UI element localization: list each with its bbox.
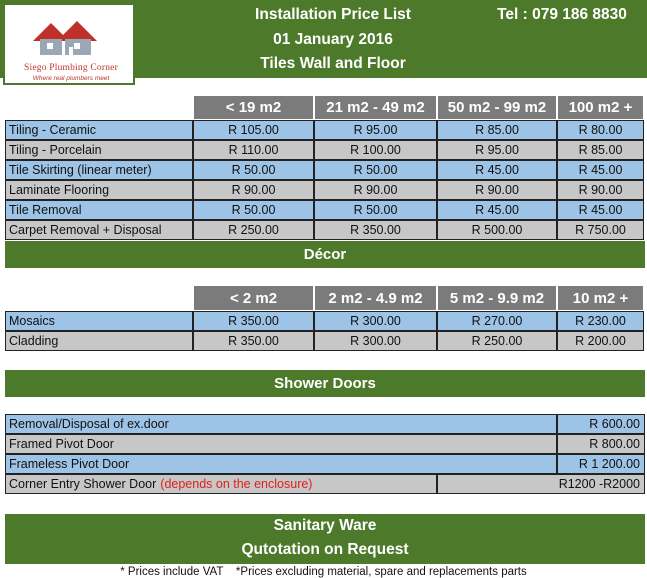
decor-band: [5, 241, 645, 268]
sanitary-band: [5, 514, 645, 564]
page-subtitle: Tiles Wall and Floor: [260, 55, 406, 72]
row-label: Carpet Removal + Disposal: [5, 220, 193, 240]
column-header: 10 m2 +: [557, 285, 644, 311]
price-cell: R 105.00: [193, 120, 314, 140]
row-label: Framed Pivot Door: [5, 434, 557, 454]
column-header: < 19 m2: [193, 95, 314, 120]
row-label: Laminate Flooring: [5, 180, 193, 200]
row-label: Cladding: [5, 331, 193, 351]
sanitary-title: Sanitary Ware: [273, 517, 377, 534]
price-cell: R 45.00: [437, 160, 557, 180]
column-header: 50 m2 - 99 m2: [437, 95, 557, 120]
row-label: Frameless Pivot Door: [5, 454, 557, 474]
price-cell: R 80.00: [557, 120, 644, 140]
price-cell: R 50.00: [193, 160, 314, 180]
footer-note: * Prices include VAT *Prices excluding material, spare and replacements parts: [120, 566, 527, 578]
column-header: 5 m2 - 9.9 m2: [437, 285, 557, 311]
price-cell: R 230.00: [557, 311, 644, 331]
price-cell: R 90.00: [314, 180, 437, 200]
row-label: Tile Skirting (linear meter): [5, 160, 193, 180]
column-header: 21 m2 - 49 m2: [314, 95, 437, 120]
price-cell: R 750.00: [557, 220, 644, 240]
price-cell: R 270.00: [437, 311, 557, 331]
price-cell: R 95.00: [314, 120, 437, 140]
price-cell: R 90.00: [437, 180, 557, 200]
page-title: Installation Price List: [255, 6, 411, 23]
price-cell: R 250.00: [437, 331, 557, 351]
phone-number: Tel : 079 186 8830: [497, 6, 627, 23]
price-cell: R 95.00: [437, 140, 557, 160]
price-cell: R 350.00: [314, 220, 437, 240]
price-cell: R 50.00: [314, 200, 437, 220]
price-cell: R 1 200.00: [557, 454, 645, 474]
price-cell: R 45.00: [557, 200, 644, 220]
price-cell: R 500.00: [437, 220, 557, 240]
price-cell: R 90.00: [557, 180, 644, 200]
shower-title: Shower Doors: [274, 375, 376, 392]
price-cell: R 45.00: [557, 160, 644, 180]
column-header: 100 m2 +: [557, 95, 644, 120]
logo-name: Siego Plumbing Corner: [24, 63, 118, 73]
price-cell: R 600.00: [557, 414, 645, 434]
column-header: 2 m2 - 4.9 m2: [314, 285, 437, 311]
row-label: Tile Removal: [5, 200, 193, 220]
decor-title: Décor: [303, 246, 347, 263]
price-cell: R 50.00: [193, 200, 314, 220]
logo: [3, 3, 135, 85]
price-cell: R 350.00: [193, 331, 314, 351]
price-cell: R 300.00: [314, 331, 437, 351]
price-cell: R 45.00: [437, 200, 557, 220]
row-label: Removal/Disposal of ex.door: [5, 414, 557, 434]
row-label: Tiling - Ceramic: [5, 120, 193, 140]
price-cell: R 90.00: [193, 180, 314, 200]
price-cell: R 250.00: [193, 220, 314, 240]
corner-door-label: Corner Entry Shower Door: [9, 477, 157, 491]
price-cell: R 85.00: [437, 120, 557, 140]
price-cell: R 200.00: [557, 331, 644, 351]
logo-tagline: Where real plumbers meet: [32, 75, 110, 82]
price-cell: R 350.00: [193, 311, 314, 331]
price-cell: R 800.00: [557, 434, 645, 454]
row-label: [5, 474, 437, 494]
price-cell: R1200 -R2000: [437, 474, 645, 494]
house-roofs-icon: [5, 9, 137, 59]
column-header: < 2 m2: [193, 285, 314, 311]
price-cell: R 110.00: [193, 140, 314, 160]
corner-door-note: (depends on the enclosure): [160, 477, 313, 491]
page-date: 01 January 2016: [273, 31, 393, 48]
price-cell: R 50.00: [314, 160, 437, 180]
price-cell: R 300.00: [314, 311, 437, 331]
shower-band: [5, 370, 645, 397]
sanitary-subtitle: Qutotation on Request: [241, 541, 409, 558]
row-label: Mosaics: [5, 311, 193, 331]
price-cell: R 85.00: [557, 140, 644, 160]
row-label: Tiling - Porcelain: [5, 140, 193, 160]
price-cell: R 100.00: [314, 140, 437, 160]
